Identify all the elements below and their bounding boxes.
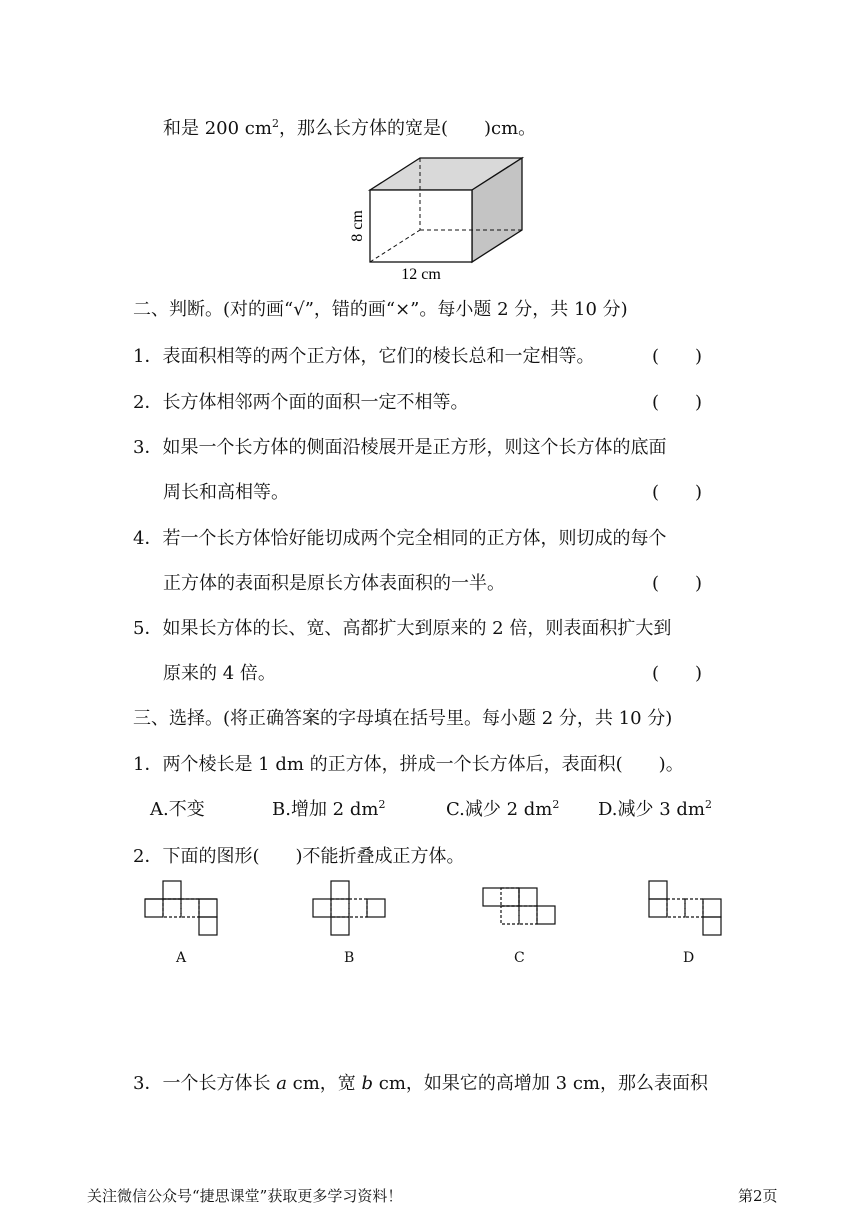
item-text: 若一个长方体恰好能切成两个完全相同的正方体，则切成的每个	[162, 528, 667, 549]
page-number: 第2页	[738, 1187, 778, 1205]
prev-question-text: 和是 200 cm	[163, 118, 272, 139]
answer-blank[interactable]: ( )	[652, 573, 703, 594]
item-text: 如果一个长方体的侧面沿棱展开是正方形，则这个长方体的底面	[162, 437, 667, 458]
cube-net-a[interactable]	[140, 878, 225, 942]
judge-item-1	[133, 345, 594, 369]
cuboid-length-label: 12 cm	[401, 266, 441, 283]
judge-item-2	[133, 391, 468, 415]
q3-text: cm，如果它的高增加 3 cm，那么表面积	[373, 1073, 708, 1094]
item-text: 表面积相等的两个正方体，它们的棱长总和一定相等。	[162, 346, 595, 367]
item-number: 1．	[133, 346, 163, 367]
section3-title: 三、选择。(将正确答案的字母填在括号里。每小题 2 分，共 10 分)	[133, 708, 673, 729]
superscript: 2	[378, 798, 386, 811]
q3-text: 3．一个长方体长	[133, 1073, 277, 1094]
judge-item-5-line2: 原来的 4 倍。	[163, 663, 276, 684]
option-c[interactable]	[446, 798, 559, 822]
judge-item-4	[133, 527, 666, 551]
option-text: D.减少 3 dm	[598, 799, 705, 820]
choice-question-3	[133, 1072, 708, 1096]
net-label-a: A	[176, 950, 187, 966]
cube-net-c[interactable]	[478, 878, 563, 942]
q3-text: cm，宽	[286, 1073, 362, 1094]
superscript: 2	[552, 798, 560, 811]
section2-title: 二、判断。(对的画“√”，错的画“×”。每小题 2 分，共 10 分)	[133, 299, 628, 320]
prev-question-text-2: ，那么长方体的宽是( )cm。	[278, 118, 537, 139]
footer-note: 关注微信公众号“捷思课堂”获取更多学习资料！	[87, 1187, 403, 1205]
item-number: 3．	[133, 437, 163, 458]
option-b[interactable]	[272, 798, 385, 822]
option-text: B.增加 2 dm	[272, 799, 379, 820]
option-a[interactable]	[150, 798, 205, 822]
choice-question-2: 2．下面的图形( )不能折叠成正方体。	[133, 846, 465, 867]
judge-item-5	[133, 617, 671, 641]
prev-question-tail	[163, 117, 536, 141]
answer-blank[interactable]: ( )	[652, 346, 703, 367]
cube-net-b[interactable]	[308, 878, 393, 942]
cube-net-d[interactable]	[644, 878, 729, 942]
net-label-d: D	[683, 950, 695, 966]
judge-item-3	[133, 436, 666, 460]
variable-a: a	[276, 1073, 287, 1094]
judge-item-3-line2: 周长和高相等。	[163, 482, 289, 503]
item-text: 如果长方体的长、宽、高都扩大到原来的 2 倍，则表面积扩大到	[162, 618, 672, 639]
answer-blank[interactable]: ( )	[652, 392, 703, 413]
net-label-b: B	[344, 950, 355, 966]
choice-question-1: 1．两个棱长是 1 dm 的正方体，拼成一个长方体后，表面积( )。	[133, 754, 684, 775]
option-text: C.减少 2 dm	[446, 799, 553, 820]
option-text: A.不变	[150, 799, 205, 820]
answer-blank[interactable]: ( )	[652, 482, 703, 503]
item-number: 2．	[133, 392, 163, 413]
item-number: 4．	[133, 528, 163, 549]
superscript: 2	[271, 117, 279, 130]
option-d[interactable]	[598, 798, 712, 822]
variable-b: b	[361, 1073, 374, 1094]
cuboid-figure	[340, 155, 540, 285]
net-label-c: C	[514, 950, 525, 966]
item-number: 5．	[133, 618, 163, 639]
item-text: 长方体相邻两个面的面积一定不相等。	[162, 392, 469, 413]
cuboid-height-label: 8 cm	[349, 210, 366, 242]
cuboid-front-face	[370, 190, 472, 262]
answer-blank[interactable]: ( )	[652, 663, 703, 684]
superscript: 2	[705, 798, 712, 811]
judge-item-4-line2: 正方体的表面积是原长方体表面积的一半。	[163, 573, 505, 594]
